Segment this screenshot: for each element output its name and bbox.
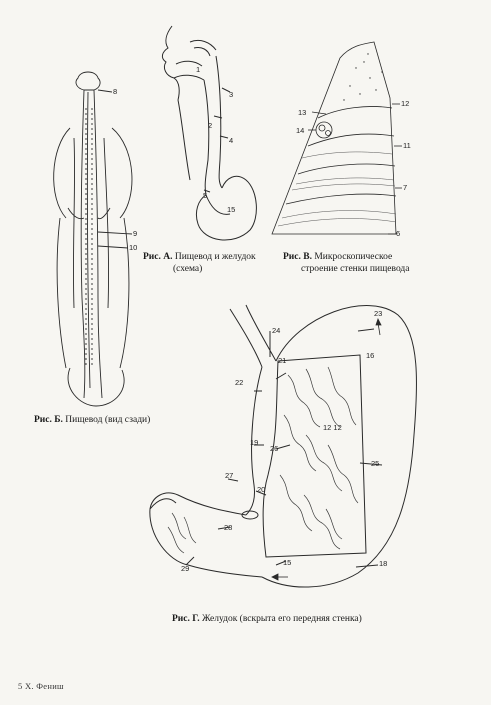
figure-g-label-24: 24 <box>272 326 281 335</box>
figure-a-label-5: 5 <box>203 191 208 200</box>
figure-g-label-12-12: 12 12 <box>323 423 342 432</box>
figure-b-label-10: 10 <box>129 243 138 252</box>
figure-v-label-14: 14 <box>296 126 305 135</box>
figure-g-label-23: 23 <box>374 309 383 318</box>
figure-a <box>150 20 270 250</box>
figure-v-caption-text: Микроскопическое <box>314 252 393 262</box>
figure-g-label-25: 25 <box>371 459 380 468</box>
figure-b-caption-text: Пищевод (вид сзади) <box>65 415 151 425</box>
figure-a-label-15: 15 <box>227 205 236 214</box>
figure-a-caption-label: Рис. А. <box>143 252 173 262</box>
figure-a-drawing <box>150 20 270 250</box>
figure-v <box>268 38 418 243</box>
figure-g-label-29: 29 <box>181 564 190 573</box>
figure-g-drawing <box>128 295 438 595</box>
figure-a-label-4: 4 <box>229 136 234 145</box>
figure-a-caption-text-2: (схема) <box>173 263 203 274</box>
figure-g-label-26: 26 <box>270 444 279 453</box>
figure-g-caption <box>172 614 432 626</box>
figure-g-label-15: 15 <box>283 558 292 567</box>
figure-g-label-22: 22 <box>235 378 244 387</box>
figure-g-label-27: 27 <box>225 471 234 480</box>
figure-v-caption-label: Рис. В. <box>283 252 312 262</box>
figure-a-caption <box>143 252 278 275</box>
figure-a-label-3: 3 <box>229 90 234 99</box>
figure-a-label-1: 1 <box>196 65 201 74</box>
figure-v-caption-text-2: строение стенки пищевода <box>301 263 410 274</box>
figure-v-label-6: 6 <box>396 229 401 238</box>
figure-g-label-18: 18 <box>379 559 388 568</box>
figure-a-caption-text: Пищевод и желудок <box>174 252 256 262</box>
figure-a-label-2: 2 <box>208 121 213 130</box>
figure-g <box>128 295 438 595</box>
figure-v-drawing <box>268 38 418 243</box>
figure-v-label-7: 7 <box>403 183 408 192</box>
figure-b-caption-label: Рис. Б. <box>34 415 63 425</box>
page-footer: 5 Х. Фениш <box>18 681 64 691</box>
figure-b-label-8: 8 <box>113 87 118 96</box>
figure-g-label-19: 19 <box>250 438 259 447</box>
figure-g-label-16: 16 <box>366 351 375 360</box>
figure-g-label-20: 20 <box>257 485 266 494</box>
figure-g-label-21: 21 <box>278 356 287 365</box>
figure-v-label-11: 11 <box>403 141 411 150</box>
figure-v-caption <box>283 252 473 275</box>
figure-v-label-13: 13 <box>298 108 307 117</box>
figure-g-caption-label: Рис. Г. <box>172 614 200 624</box>
figure-g-label-28: 28 <box>224 523 233 532</box>
figure-v-label-12: 12 <box>401 99 410 108</box>
figure-b-label-9: 9 <box>133 229 138 238</box>
figure-g-caption-text: Желудок (вскрыта его передняя стенка) <box>201 614 362 624</box>
